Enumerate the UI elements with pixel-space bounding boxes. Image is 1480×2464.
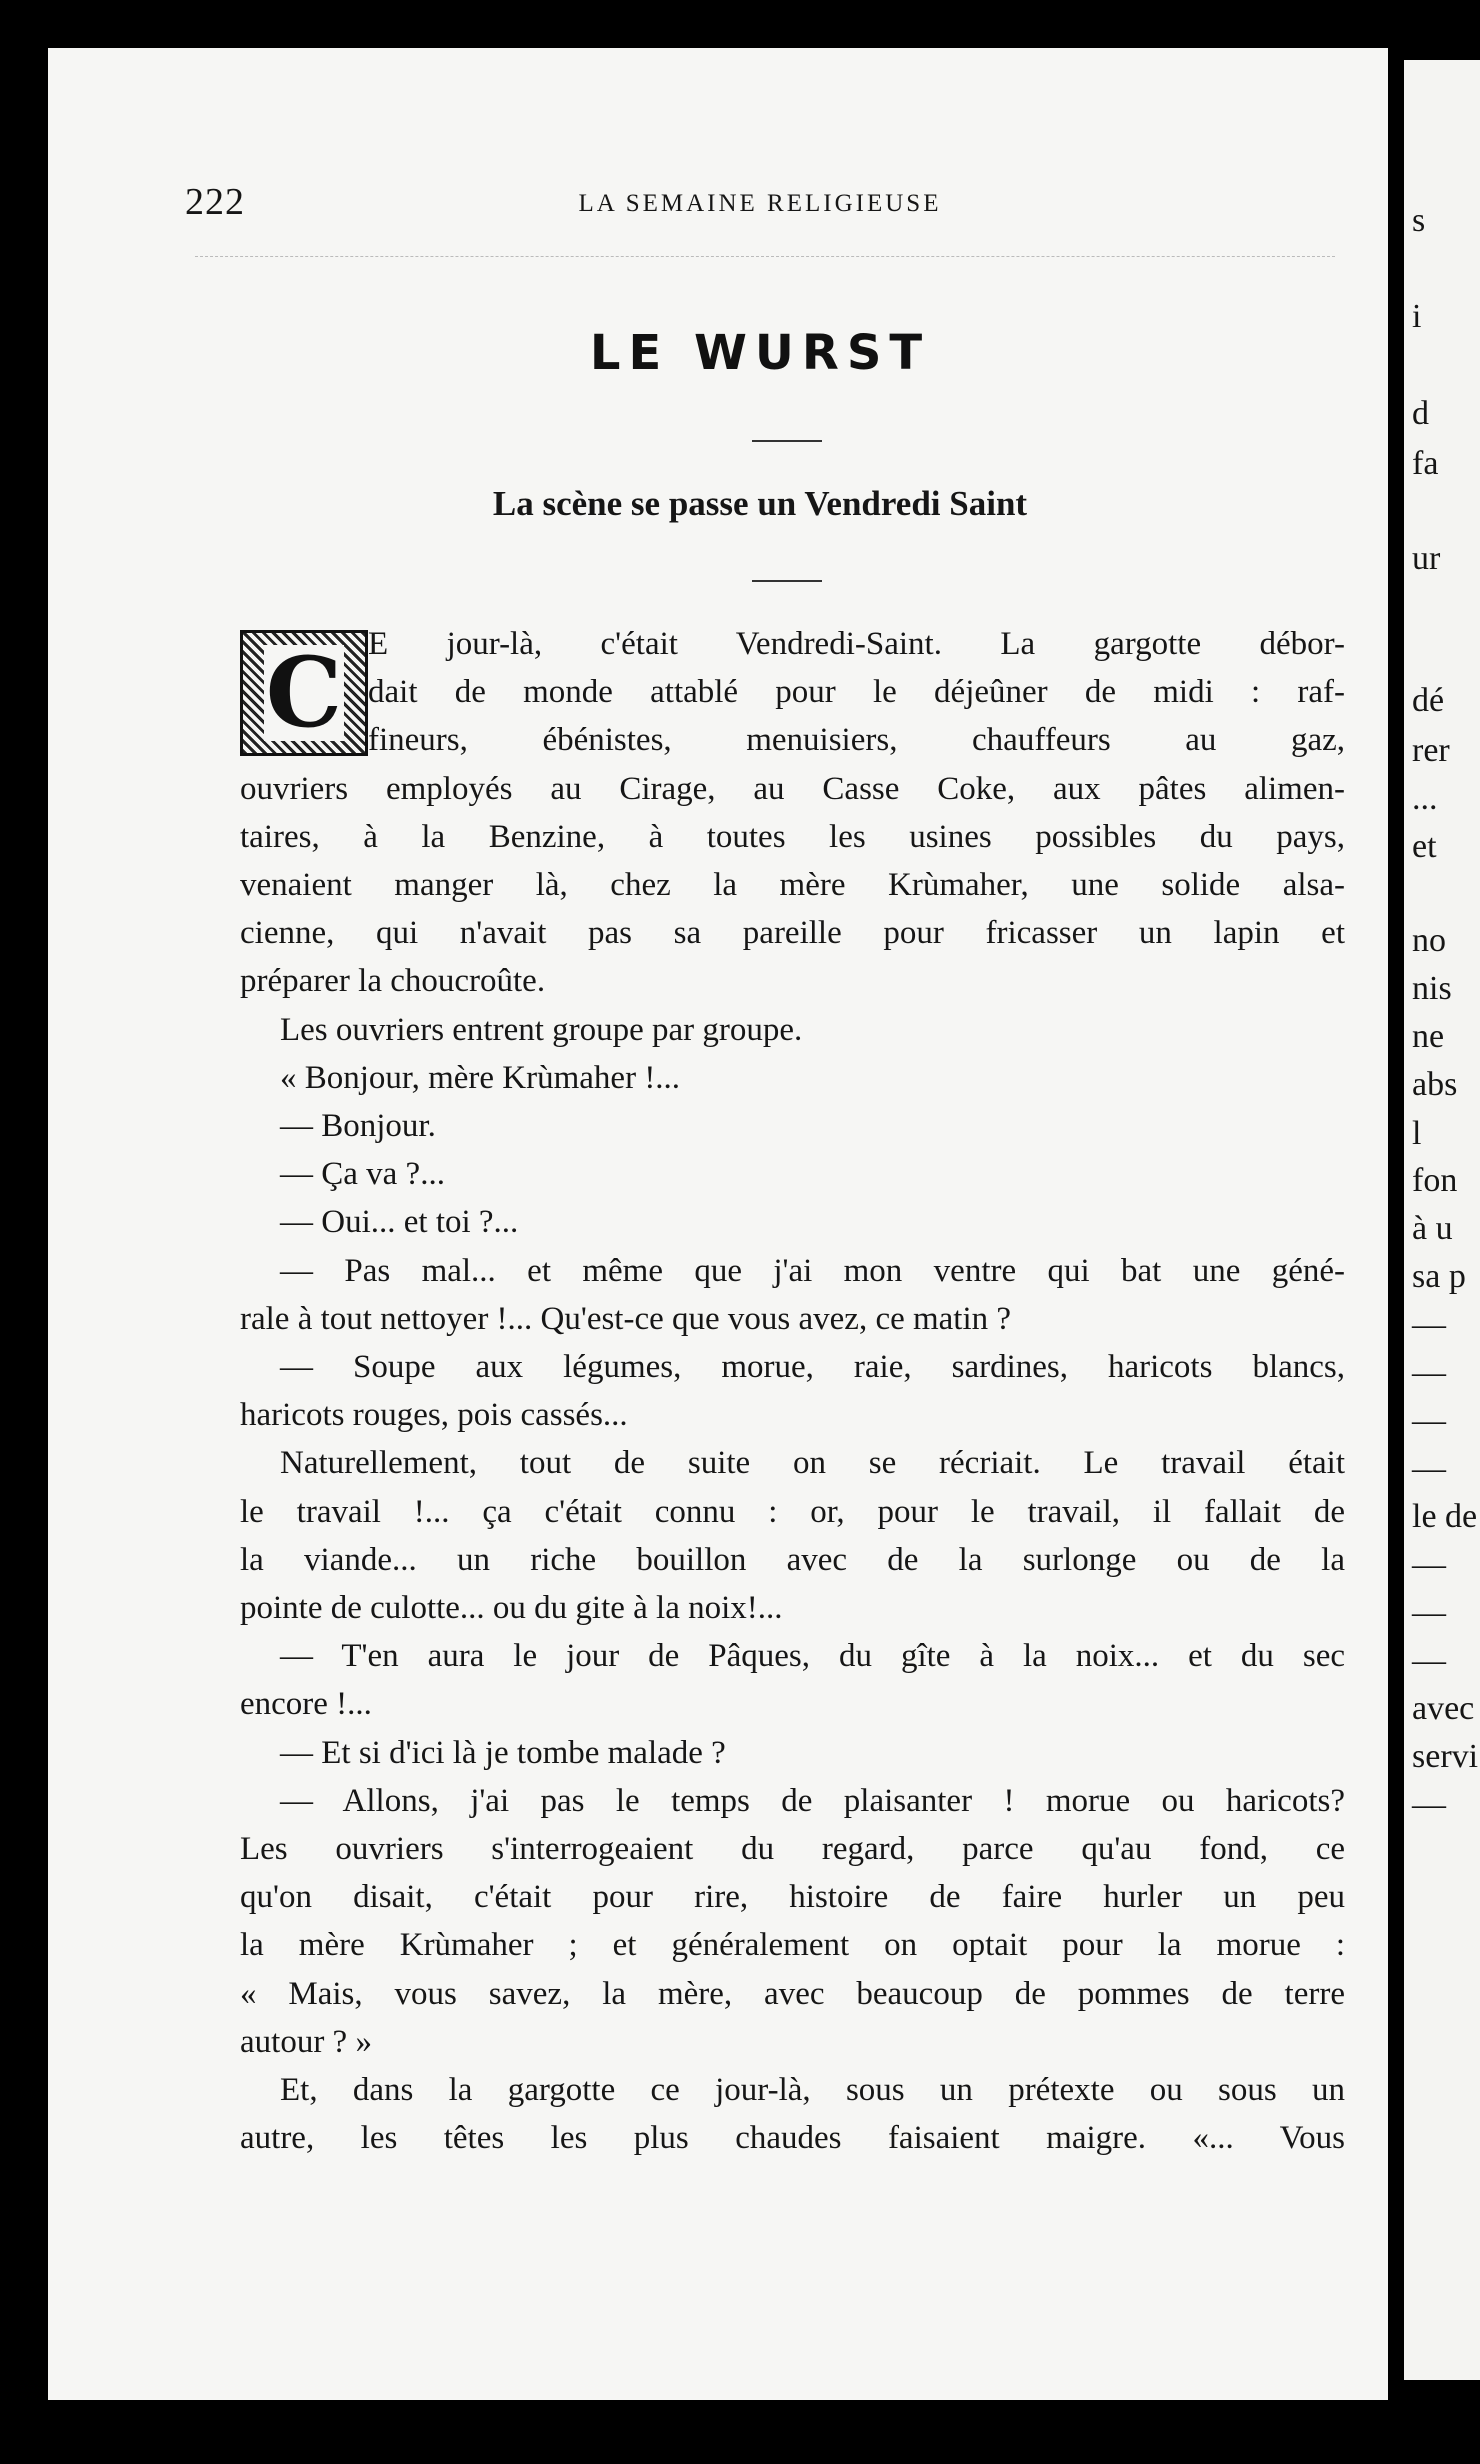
next-page-fragment: fon [1412,1162,1458,1199]
text-line: la mère Krùmaher ; et généralement on optait pour la morue : [240,1927,1345,1964]
next-page-fragment: le de [1412,1498,1478,1535]
next-page-fragment: — [1412,1642,1446,1679]
text-line: pointe de culotte... ou du gite à la noix!... [240,1590,783,1627]
page-header [185,168,1335,228]
text-line: qu'on disait, c'était pour rire, histoire de faire hurler un peu [240,1879,1345,1916]
text-line: — Ça va ?... [280,1156,445,1193]
next-page-fragment: nis [1412,970,1452,1007]
page-number: 222 [185,181,245,223]
next-page-fragment: à u [1412,1210,1453,1247]
text-line: Et, dans la gargotte ce jour-là, sous un prétexte ou sous un [280,2072,1345,2109]
article-title: LE WURST [589,325,931,381]
text-line: fineurs, ébénistes, menuisiers, chauffeurs au gaz, [368,722,1345,759]
next-page-fragment: s [1412,202,1426,239]
next-page-fragment: — [1412,1450,1446,1487]
next-page-fragment: abs [1412,1066,1458,1103]
text-line: cienne, qui n'avait pas sa pareille pour fricasser un lapin et [240,915,1345,952]
next-page-fragment: ur [1412,540,1441,577]
subtitle-divider [752,580,822,582]
text-line: — Allons, j'ai pas le temps de plaisanter ! morue ou haricots? [280,1782,1345,1819]
text-line: préparer la choucroûte. [240,963,546,1000]
text-line: autour ? » [240,2023,372,2060]
text-line: — Bonjour. [280,1108,436,1145]
next-page-fragment: — [1412,1594,1446,1631]
text-line: encore !... [240,1686,372,1723]
next-page-fragment: — [1412,1306,1446,1343]
next-page-fragment: avec [1412,1690,1475,1727]
text-line: — Et si d'ici là je tombe malade ? [280,1734,726,1771]
next-page-fragment: sa p [1412,1258,1466,1295]
next-page-edge [1404,60,1480,2380]
running-title: LA SEMAINE RELIGIEUSE [578,190,942,217]
next-page-fragment: et [1412,828,1437,865]
next-page-fragment: no [1412,922,1446,959]
next-page-fragment: — [1412,1354,1446,1391]
next-page-fragment: — [1412,1786,1446,1823]
next-page-fragment: dé [1412,682,1445,719]
text-line: taires, à la Benzine, à toutes les usines possibles du pays, [240,818,1345,855]
text-line: haricots rouges, pois cassés... [240,1397,628,1434]
text-line: venaient manger là, chez la mère Krùmaher, une solide alsa- [240,867,1345,904]
next-page-fragment: fa [1412,445,1439,482]
next-page-fragment: — [1412,1402,1446,1439]
article-body [240,620,1345,2163]
text-line: E jour-là, c'était Vendredi-Saint. La gargotte débor- [368,626,1345,662]
text-line: — Soupe aux légumes, morue, raie, sardines, haricots blancs, [280,1349,1345,1386]
text-line: — Oui... et toi ?... [280,1204,519,1241]
next-page-fragment: ne [1412,1018,1445,1055]
text-line: Les ouvriers s'interrogeaient du regard, parce qu'au fond, ce [240,1831,1345,1868]
title-divider [752,440,822,442]
next-page-fragment: — [1412,1546,1446,1583]
text-line: le travail !... ça c'était connu : or, pour le travail, il fallait de [240,1493,1345,1530]
text-line: Naturellement, tout de suite on se récriait. Le travail était [280,1445,1345,1482]
article-subtitle: La scène se passe un Vendredi Saint [492,484,1028,523]
text-line: la viande... un riche bouillon avec de la surlonge ou de la [240,1541,1345,1578]
next-page-fragment: l [1412,1115,1422,1152]
text-line: dait de monde attablé pour le déjeûner de midi : raf- [368,674,1345,711]
text-line: ouvriers employés au Cirage, au Casse Coke, aux pâtes alimen- [240,770,1345,807]
next-page-fragment: servi [1412,1738,1479,1775]
text-line: — Pas mal... et même que j'ai mon ventre qui bat une géné- [280,1252,1345,1289]
header-divider [195,256,1335,257]
text-line: « Mais, vous savez, la mère, avec beaucoup de pommes de terre [240,1975,1345,2012]
text-line: — T'en aura le jour de Pâques, du gîte à la noix... et du sec [280,1638,1345,1675]
next-page-fragment: i [1412,298,1422,335]
text-line: autre, les têtes les plus chaudes faisaient maigre. «... Vous [240,2120,1345,2157]
next-page-fragment: rer [1412,732,1450,769]
next-page-fragment: ... [1412,780,1438,817]
dropcap-letter: C [265,636,343,749]
text-line: rale à tout nettoyer !... Qu'est-ce que vous avez, ce matin ? [240,1300,1012,1337]
text-line: « Bonjour, mère Krùmaher !... [280,1059,681,1096]
next-page-fragment: d [1412,395,1429,432]
text-line: Les ouvriers entrent groupe par groupe. [280,1011,803,1048]
